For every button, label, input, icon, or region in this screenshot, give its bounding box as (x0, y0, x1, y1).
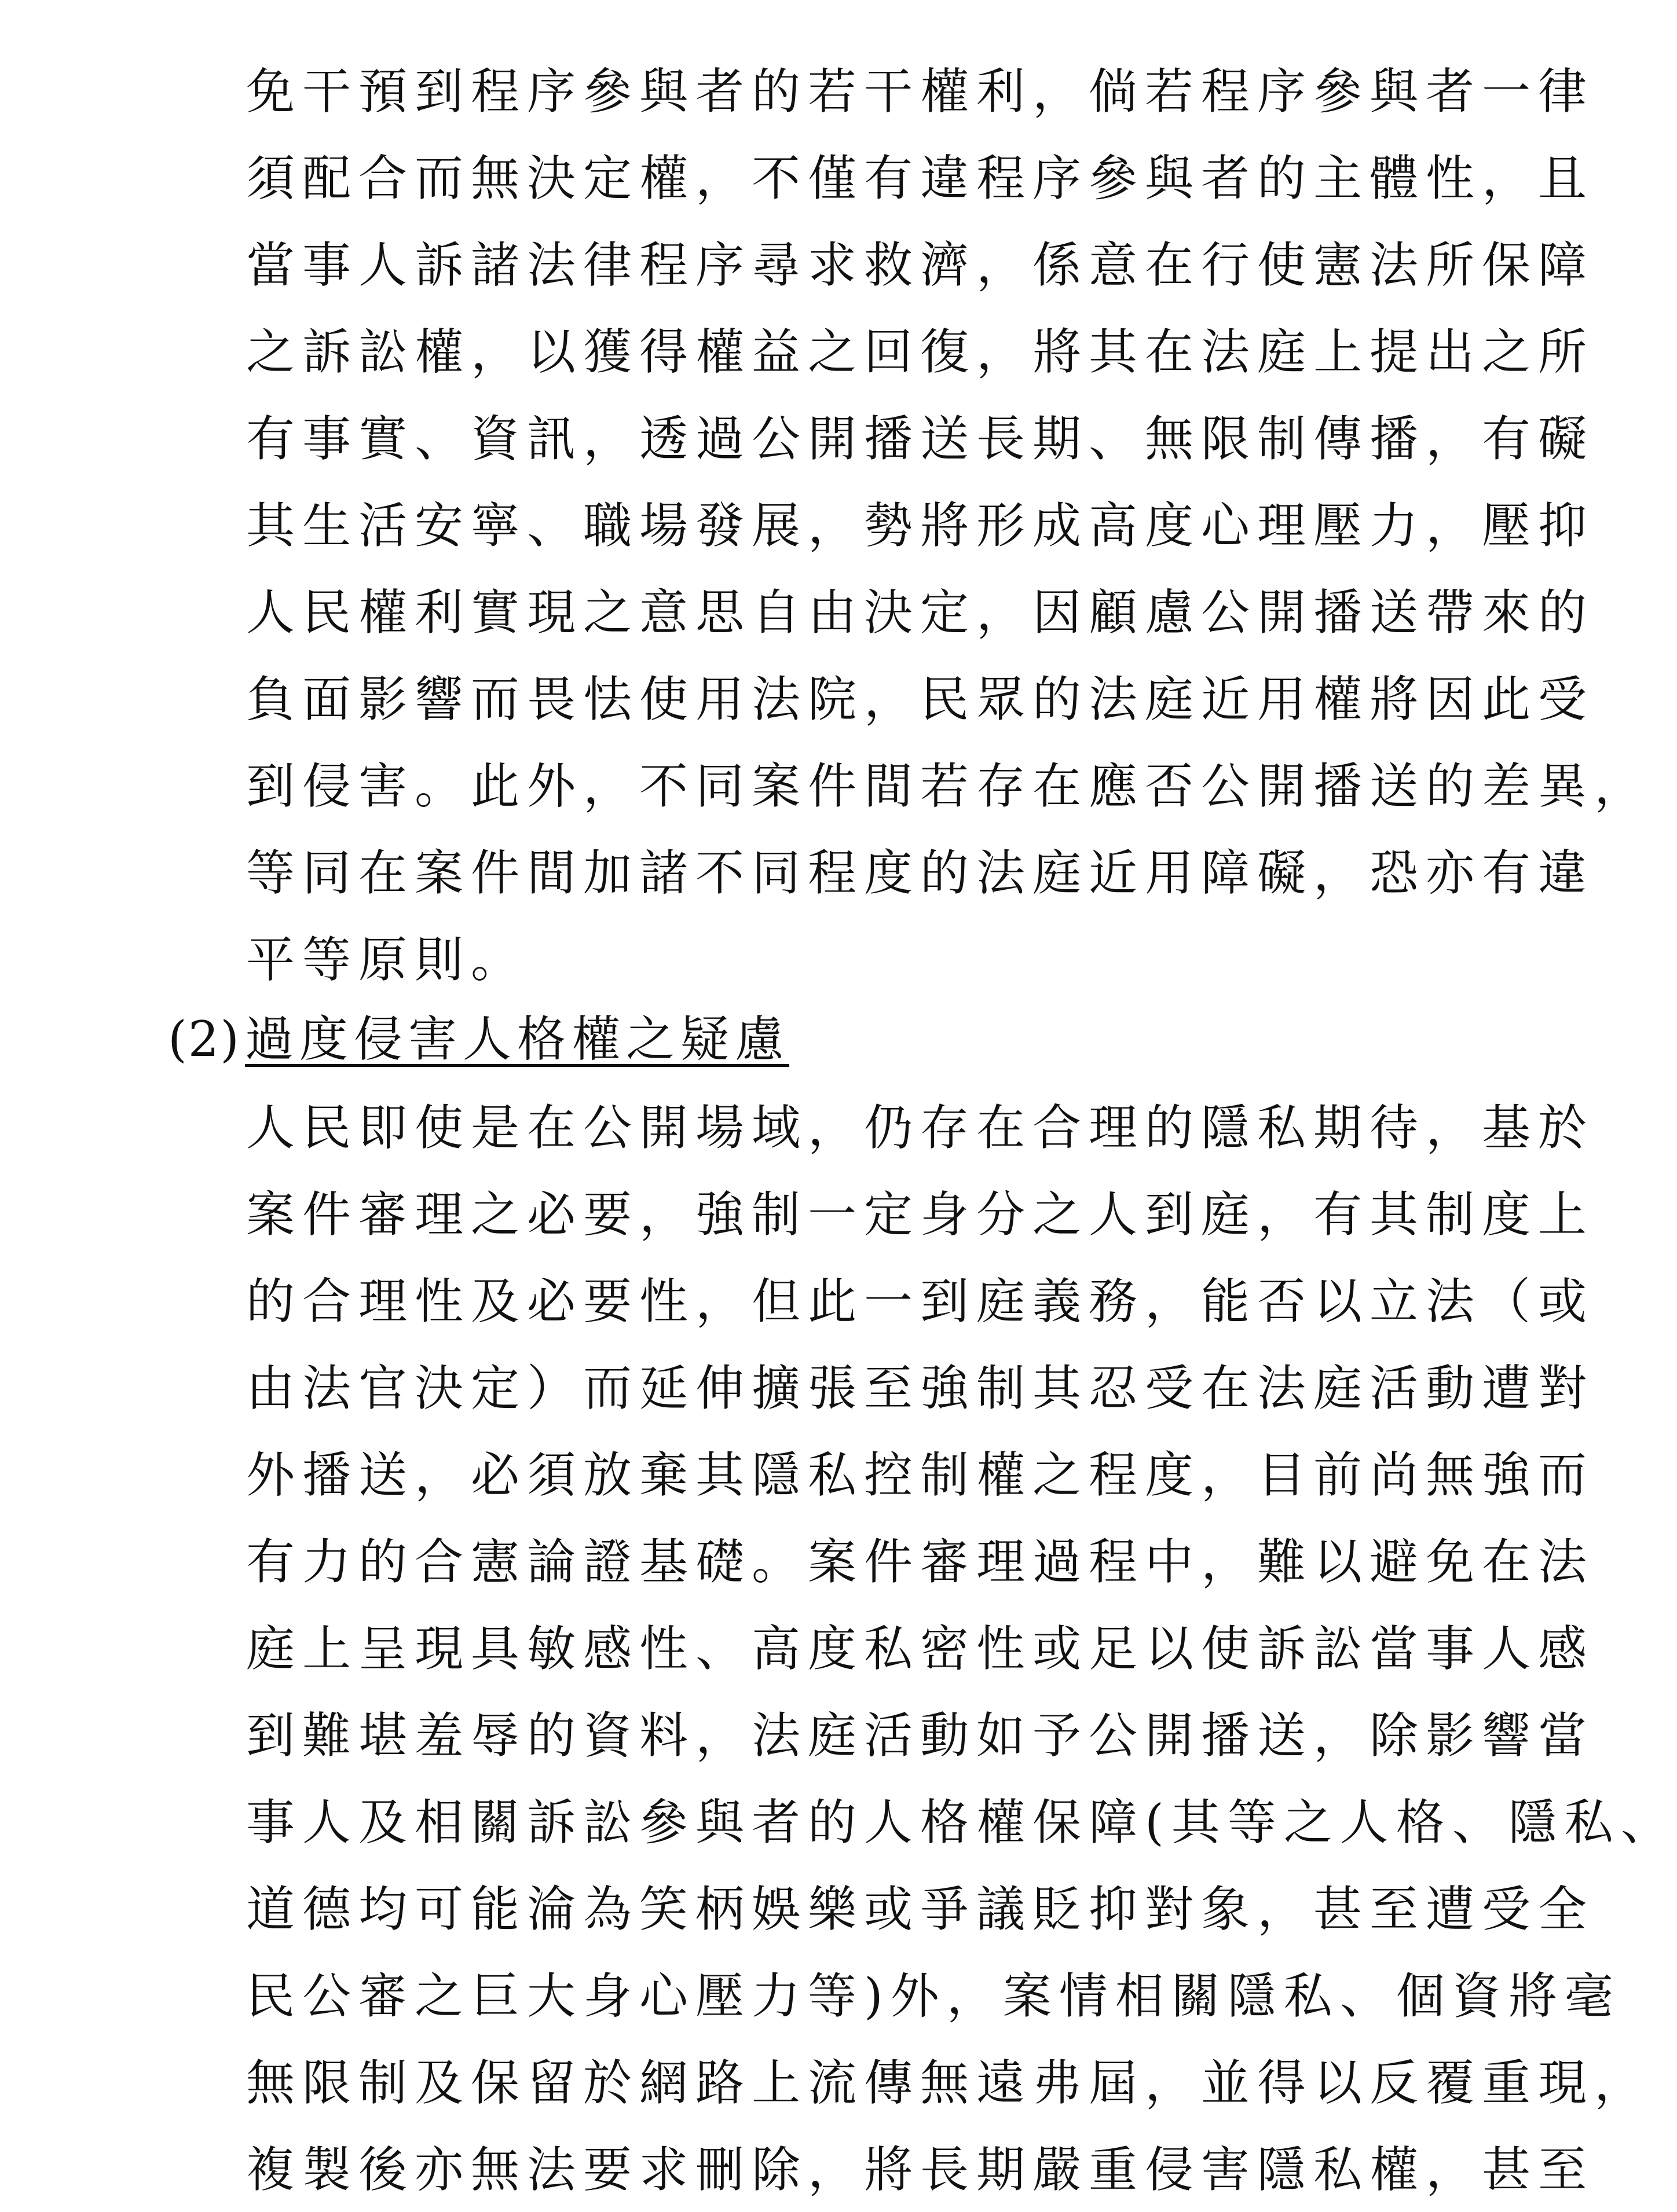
text-line: 事人及相關訴訟參與者的人格權保障(其等之人格、隱私、 (246, 1794, 1677, 1851)
text-line: 到侵害。此外，不同案件間若存在應否公開播送的差異， (246, 758, 1651, 815)
section-number: (2) (168, 1011, 240, 1068)
text-line: 由法官決定）而延伸擴張至強制其忍受在法庭活動遭對 (246, 1360, 1595, 1417)
text-line: 無限制及保留於網路上流傳無遠弗屆，並得以反覆重現， (246, 2055, 1651, 2111)
text-line: 等同在案件間加諸不同程度的法庭近用障礙，恐亦有違 (246, 845, 1595, 901)
text-line: 到難堪羞辱的資料，法庭活動如予公開播送，除影響當 (246, 1707, 1595, 1764)
text-line: 道德均可能淪為笑柄娛樂或爭議貶抑對象，甚至遭受全 (246, 1881, 1595, 1938)
section-title: 過度侵害人格權之疑慮 (245, 1011, 790, 1068)
text-line: 其生活安寧、職場發展，勢將形成高度心理壓力，壓抑 (246, 497, 1595, 554)
text-line: 之訴訟權，以獲得權益之回復，將其在法庭上提出之所 (246, 324, 1595, 380)
text-line: 有力的合憲論證基礎。案件審理過程中，難以避免在法 (246, 1534, 1595, 1590)
text-line: 庭上呈現具敏感性、高度私密性或足以使訴訟當事人感 (246, 1620, 1595, 1677)
text-line: 案件審理之必要，強制一定身分之人到庭，有其制度上 (246, 1186, 1595, 1243)
text-line: 負面影響而畏怯使用法院，民眾的法庭近用權將因此受 (246, 671, 1595, 728)
text-line: 人民即使是在公開場域，仍存在合理的隱私期待，基於 (246, 1099, 1595, 1156)
text-line: 平等原則。 (246, 931, 528, 988)
text-line: 須配合而無決定權，不僅有違程序參與者的主體性，且 (246, 150, 1595, 207)
text-line: 複製後亦無法要求刪除，將長期嚴重侵害隱私權，甚至 (246, 2141, 1595, 2198)
text-line: 免干預到程序參與者的若干權利，倘若程序參與者一律 (246, 63, 1595, 120)
text-line: 的合理性及必要性，但此一到庭義務，能否以立法（或 (246, 1273, 1595, 1330)
text-line: 外播送，必須放棄其隱私控制權之程度，目前尚無強而 (246, 1447, 1595, 1503)
text-line: 當事人訴諸法律程序尋求救濟，係意在行使憲法所保障 (246, 237, 1595, 294)
section-heading (168, 999, 789, 1080)
text-line: 民公審之巨大身心壓力等)外，案情相關隱私、個資將毫 (246, 1968, 1621, 2024)
text-line: 有事實、資訊，透過公開播送長期、無限制傳播，有礙 (246, 410, 1595, 467)
text-line: 人民權利實現之意思自由決定，因顧慮公開播送帶來的 (246, 584, 1595, 641)
